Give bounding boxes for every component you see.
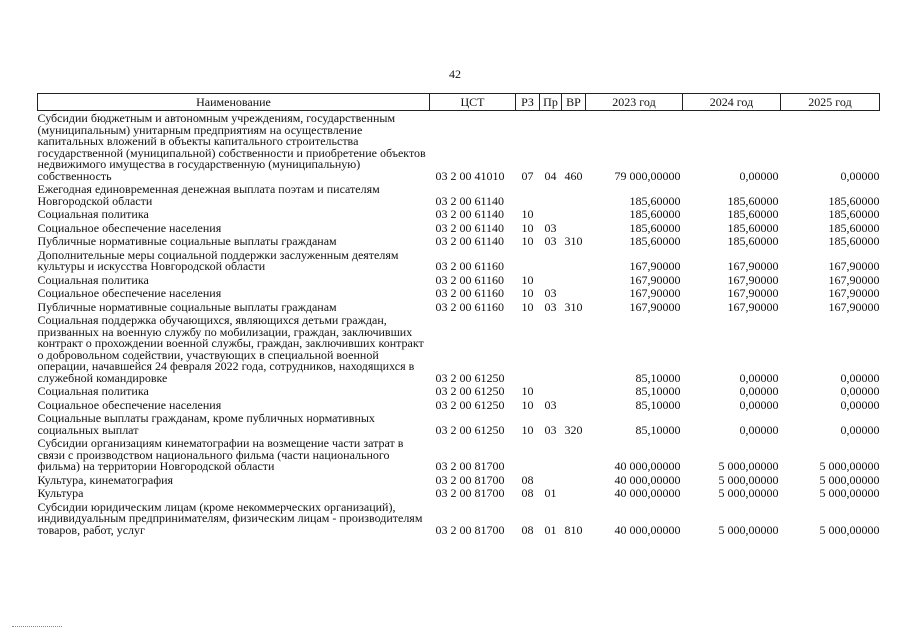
cell-2023: 167,90000 [629,259,681,273]
cell-2024: 167,90000 [727,286,779,300]
cell-2025: 0,00000 [840,384,880,398]
cell-pr: 01 [544,522,557,537]
cell-cst: 03 2 00 61140 [435,220,505,235]
cell-2023: 85,10000 [635,397,681,412]
table-row [38,234,880,248]
table-row [38,473,880,487]
cell-name: Субсидии юридическим лицам (кроме некоммерческих организаций), индивидуальным предпринимателям, физическим лицам - производителям товаров, работ, услуг [37,499,423,537]
cell-pr [540,273,562,287]
cell-pr: 03 [544,299,557,314]
cell-2024: 0,00000 [739,384,779,398]
cell-2024: 167,90000 [727,272,779,287]
table-row [38,398,880,412]
cell-2024: 5 000,00000 [718,522,779,537]
cell-cst: 03 2 00 81700 [435,486,505,500]
cell-2023: 185,60000 [629,220,681,235]
cell-pr [540,248,562,273]
cell-2024: 185,60000 [727,234,779,248]
cell-rz: 10 [521,207,534,221]
cell-vr: 310 [564,234,583,248]
cell-rz: 10 [521,299,534,314]
cell-2023: 85,10000 [635,370,681,385]
header-2025: 2025 год [781,94,880,111]
cell-vr [562,207,586,221]
budget-table [37,93,880,536]
cell-name: Субсидии организациям кинематографии на возмещение части затрат в связи с производством национального фильма (части национального фильма) на территории Новгородской области [37,436,404,473]
cell-2025: 167,90000 [828,272,880,287]
cell-2024: 0,00000 [739,397,779,412]
table-row [38,436,880,473]
cell-cst: 03 2 00 41010 [435,168,505,183]
cell-name: Культура, кинематография [37,472,174,487]
cell-vr [562,384,586,398]
cell-pr [540,207,562,221]
cell-2024: 0,00000 [739,168,779,183]
cell-2024: 167,90000 [727,259,779,273]
cell-rz: 08 [521,486,534,500]
cell-cst: 03 2 00 81700 [435,522,505,537]
cell-2023: 167,90000 [629,286,681,300]
cell-name: Социальная поддержка обучающихся, являющихся детьми граждан, призванных на военную службу по мобилизации, граждан, заключивших контракт о прохождении военной службы, граждан, заключивших контракт о добровольном содействии, участвующих в специальной военной операции, начавшейся 24 февраля 2022 года, сотрудников, находящихся в служебной командировке [37,313,424,385]
cell-rz: 10 [521,272,534,287]
cell-2024: 185,60000 [727,193,779,208]
cell-pr [540,473,562,487]
table-row [38,273,880,287]
cell-2025: 167,90000 [828,299,880,314]
cell-2024: 0,00000 [739,370,779,385]
cell-pr: 03 [544,397,557,412]
cell-rz: 10 [521,234,534,248]
cell-cst: 03 2 00 81700 [435,472,505,487]
table-row [38,248,880,273]
cell-2023: 79 000,00000 [614,168,681,183]
header-2024: 2024 год [683,94,781,111]
cell-vr: 320 [564,422,583,437]
cell-2024: 5 000,00000 [718,472,779,487]
cell-2023: 185,60000 [629,193,681,208]
cell-2025: 167,90000 [828,286,880,300]
table-row [38,300,880,314]
cell-rz: 07 [521,168,534,183]
cell-name: Субсидии бюджетным и автономным учреждениям, государственным (муниципальным) унитарным предприятиям на осуществление капитальных вложений в объекты капитального строительства государственной (муниципальной) собственности и приобретение объектов недвижимого имущества в государственную (муниципальную) собственность [37,111,426,183]
cell-name: Культура [37,486,84,500]
cell-name: Социальные выплаты гражданам, кроме публичных нормативных социальных выплат [37,411,375,437]
cell-2025: 0,00000 [840,168,880,183]
table-row [38,486,880,500]
cell-vr [562,182,586,207]
cell-2024: 185,60000 [727,207,779,221]
cell-pr [540,313,562,384]
cell-2025: 167,90000 [828,259,880,273]
cell-name: Социальная политика [37,384,149,398]
cell-2025: 0,00000 [840,422,880,437]
page-number: 42 [449,67,461,81]
cell-cst: 03 2 00 61160 [435,286,505,300]
cell-2024: 5 000,00000 [718,459,779,473]
cell-pr [540,384,562,398]
cell-2025: 185,60000 [828,220,880,235]
cell-rz [516,248,540,273]
cell-2025: 5 000,00000 [819,472,880,487]
cell-cst: 03 2 00 61160 [435,299,505,314]
cell-2025: 185,60000 [828,193,880,208]
cell-vr [562,221,586,235]
cell-2023: 85,10000 [635,422,681,437]
cell-rz: 10 [521,397,534,412]
cell-name: Публичные нормативные социальные выплаты гражданам [37,234,337,248]
cell-vr [562,273,586,287]
cell-2023: 40 000,00000 [614,486,681,500]
cell-2023: 185,60000 [629,207,681,221]
cell-cst: 03 2 00 61140 [435,193,505,208]
header-rz: РЗ [516,94,540,111]
table-row [38,411,880,436]
cell-2025: 0,00000 [840,397,880,412]
cell-vr [562,436,586,473]
cell-2025: 5 000,00000 [819,486,880,500]
cell-2023: 185,60000 [629,234,681,248]
cell-2025: 5 000,00000 [819,459,880,473]
cell-vr: 460 [564,168,583,183]
table-row [38,207,880,221]
cell-pr: 03 [544,234,557,248]
cell-pr: 01 [544,486,557,500]
cell-name: Ежегодная единовременная денежная выплата поэтам и писателям Новгородской области [37,182,380,208]
cell-2023: 40 000,00000 [614,472,681,487]
cell-2025: 185,60000 [828,207,880,221]
cell-name: Социальное обеспечение населения [37,220,222,235]
cell-name: Публичные нормативные социальные выплаты гражданам [37,299,337,314]
cell-vr [562,398,586,412]
cell-2024: 5 000,00000 [718,486,779,500]
cell-pr: 03 [544,422,557,437]
cell-cst: 03 2 00 81700 [435,459,505,473]
cell-2023: 40 000,00000 [614,522,681,537]
cell-name: Дополнительные меры социальной поддержки заслуженным деятелям культуры и искусства Новгородской области [37,247,399,273]
cell-cst: 03 2 00 61160 [435,272,505,287]
cell-2025: 5 000,00000 [819,522,880,537]
cell-pr: 04 [544,168,557,183]
cell-2023: 167,90000 [629,299,681,314]
cell-name: Социальное обеспечение населения [37,286,222,300]
cell-name: Социальное обеспечение населения [37,397,222,412]
cell-vr [562,248,586,273]
header-vr: ВР [562,94,586,111]
table-row [38,221,880,235]
cell-2023: 85,10000 [635,384,681,398]
cell-cst: 03 2 00 61250 [435,422,505,437]
cell-rz [516,313,540,384]
cell-2023: 40 000,00000 [614,459,681,473]
table-header-row [38,94,880,111]
cell-2025: 185,60000 [828,234,880,248]
cell-cst: 03 2 00 61160 [435,259,505,273]
cell-2024: 167,90000 [727,299,779,314]
cell-vr: 310 [564,299,583,314]
cell-rz: 08 [521,472,534,487]
cell-2023: 167,90000 [629,272,681,287]
table-row [38,182,880,207]
table-row [38,384,880,398]
cell-cst: 03 2 00 61250 [435,384,505,398]
cell-rz [516,182,540,207]
cell-2024: 0,00000 [739,422,779,437]
cell-name: Социальная политика [37,207,149,221]
cell-cst: 03 2 00 61250 [435,370,505,385]
table-row [38,500,880,537]
cell-vr [562,473,586,487]
cell-rz [516,436,540,473]
header-pr: Пр [540,94,562,111]
header-name: Наименование [38,94,430,111]
cell-2024: 185,60000 [727,220,779,235]
footer-divider [12,626,62,627]
cell-rz: 10 [521,422,534,437]
cell-vr [562,286,586,300]
cell-cst: 03 2 00 61250 [435,397,505,412]
cell-vr [562,486,586,500]
header-cst: ЦСТ [430,94,516,111]
cell-cst: 03 2 00 61140 [435,207,505,221]
cell-rz: 10 [521,286,534,300]
cell-pr [540,436,562,473]
cell-2025: 0,00000 [840,370,880,385]
cell-vr: 810 [564,522,583,537]
cell-rz: 10 [521,384,534,398]
header-2023: 2023 год [586,94,683,111]
cell-rz: 08 [521,522,534,537]
cell-pr: 03 [544,286,557,300]
table-row [38,286,880,300]
cell-pr: 03 [544,220,557,235]
table-row [38,111,880,183]
cell-pr [540,182,562,207]
cell-rz: 10 [521,220,534,235]
cell-name: Социальная политика [37,272,149,287]
table-row [38,313,880,384]
cell-vr [562,313,586,384]
cell-cst: 03 2 00 61140 [435,234,505,248]
